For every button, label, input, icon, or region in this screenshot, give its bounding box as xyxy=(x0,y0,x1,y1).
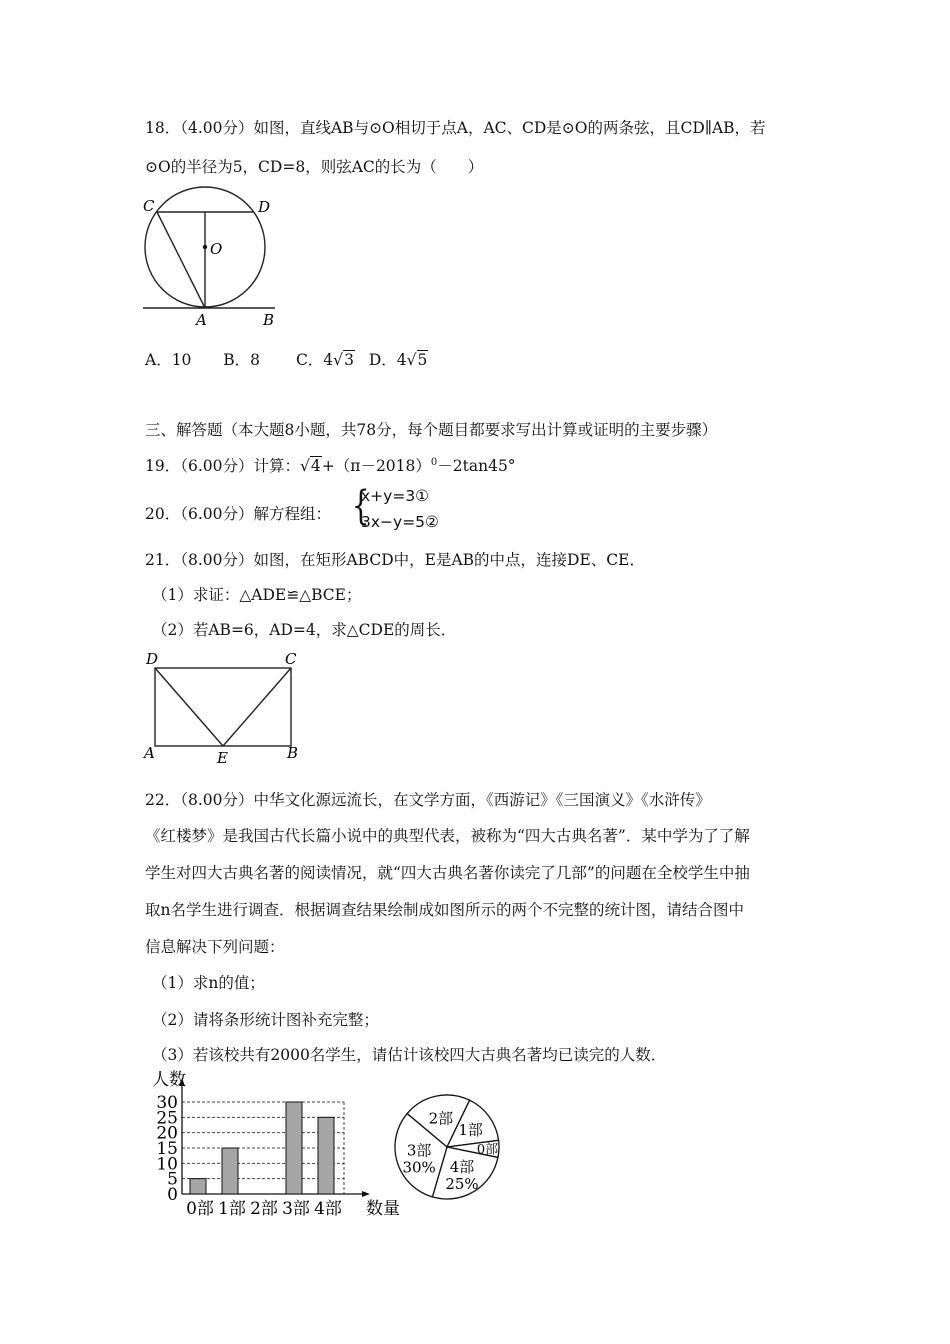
label-a: A xyxy=(196,311,207,329)
section-3-title: 三、解答题（本大题8小题，共78分，每个题目都要求写出计算或证明的主要步骤） xyxy=(145,421,718,439)
pie-percent-label: 30% xyxy=(402,1158,436,1177)
bar xyxy=(222,1148,238,1194)
bar xyxy=(190,1179,206,1194)
q19-line: 19．（6.00分）计算：$√4+(\pi-2018)^0-2\tan 45^\circ$ xyxy=(145,457,516,476)
label-a: A xyxy=(144,744,155,762)
segment-de xyxy=(155,668,223,746)
label-b: B xyxy=(287,744,299,762)
pie-label: 0部 xyxy=(476,1142,499,1158)
bar-chart xyxy=(140,1068,400,1220)
option-c[interactable]: C．4√3 xyxy=(295,351,354,369)
option-b[interactable]: B．8 xyxy=(223,351,261,369)
q21-rectangle-figure xyxy=(140,648,310,768)
label-e: E xyxy=(217,749,228,767)
bar xyxy=(286,1102,302,1194)
rectangle-abcd xyxy=(155,668,291,746)
center-point xyxy=(203,245,207,249)
y-tick-label: 20 xyxy=(156,1123,178,1144)
q20-eq1: x+y=3① xyxy=(361,487,430,505)
q18-line1: 18．（4.00分）如图，直线AB与⊙O相切于点A，AC、CD是⊙O的两条弦，且CD∥AB，若 xyxy=(145,119,766,137)
x-tick-label: 3部 xyxy=(282,1199,310,1219)
brace: { xyxy=(351,483,370,529)
q22-part2: （2）请将条形统计图补充完整； xyxy=(152,1011,379,1029)
pie-label: 1部 xyxy=(458,1120,483,1139)
option-a[interactable]: A．10 xyxy=(145,351,192,369)
label-c: C xyxy=(285,650,297,668)
pie-chart xyxy=(390,1090,510,1210)
y-tick-label: 15 xyxy=(156,1139,178,1159)
option-d[interactable]: D．4√5 xyxy=(368,351,428,369)
chord-ac xyxy=(157,212,205,308)
q18-circle-figure xyxy=(138,192,288,332)
q20-eq2: 3x−y=5② xyxy=(361,513,439,531)
y-axis-title: 人数 xyxy=(152,1070,186,1090)
pie-label: 2部 xyxy=(428,1109,454,1128)
pie-percent-label: 25% xyxy=(445,1174,479,1193)
x-tick-label: 0部 xyxy=(186,1199,214,1219)
q22-part3: （3）若该校共有2000名学生，请估计该校四大古典名著均已读完的人数． xyxy=(152,1046,667,1064)
q22-line1: 22．（8.00分）中华文化源远流长，在文学方面，《西游记》《三国演义》《水浒传》 xyxy=(145,791,711,809)
q18-options xyxy=(145,350,428,370)
q22-line4: 取n名学生进行调查．根据调查结果绘制成如图所示的两个不完整的统计图，请结合图中 xyxy=(145,901,744,919)
y-tick-label: 30 xyxy=(156,1093,178,1113)
q21-text: 21．（8.00分）如图，在矩形ABCD中，E是AB的中点，连接DE、CE． xyxy=(145,551,645,569)
x-tick-label: 4部 xyxy=(314,1199,342,1219)
segment-ce xyxy=(223,668,291,746)
q22-part1: （1）求n的值； xyxy=(152,974,265,992)
bar xyxy=(318,1117,334,1194)
x-axis-arrow xyxy=(362,1191,370,1197)
q22-line2: 《红楼梦》是我国古代长篇小说中的典型代表，被称为“四大古典名著”．某中学为了了解 xyxy=(145,827,750,845)
label-c: C xyxy=(143,197,155,215)
x-tick-label: 1部 xyxy=(218,1199,246,1219)
q18-line2: ⊙O的半径为5，CD=8，则弦AC的长为（ ） xyxy=(145,158,484,176)
pie-label: 3部 xyxy=(406,1141,432,1160)
q21-part1: （1）求证：△ADE≌△BCE； xyxy=(152,586,362,604)
label-b: B xyxy=(263,311,275,329)
q22-line3: 学生对四大古典名著的阅读情况，就“四大古典名著你读完了几部”的问题在全校学生中抽 xyxy=(145,864,750,882)
pie-label: 4部 xyxy=(449,1157,475,1176)
y-tick-label: 0 xyxy=(167,1185,178,1205)
q20-prefix: 20．（6.00分）解方程组： xyxy=(145,505,331,523)
y-tick-label: 10 xyxy=(156,1154,178,1175)
label-d: D xyxy=(258,198,271,216)
label-o: O xyxy=(210,240,223,258)
x-axis-title: 数量 xyxy=(366,1199,400,1219)
x-tick-label: 2部 xyxy=(250,1199,278,1219)
y-tick-label: 25 xyxy=(156,1108,178,1129)
q22-line5: 信息解决下列问题： xyxy=(145,938,285,956)
label-d: D xyxy=(146,650,159,668)
y-tick-label: 5 xyxy=(167,1169,178,1190)
q21-part2: （2）若AB=6，AD=4，求△CDE的周长． xyxy=(152,621,457,639)
